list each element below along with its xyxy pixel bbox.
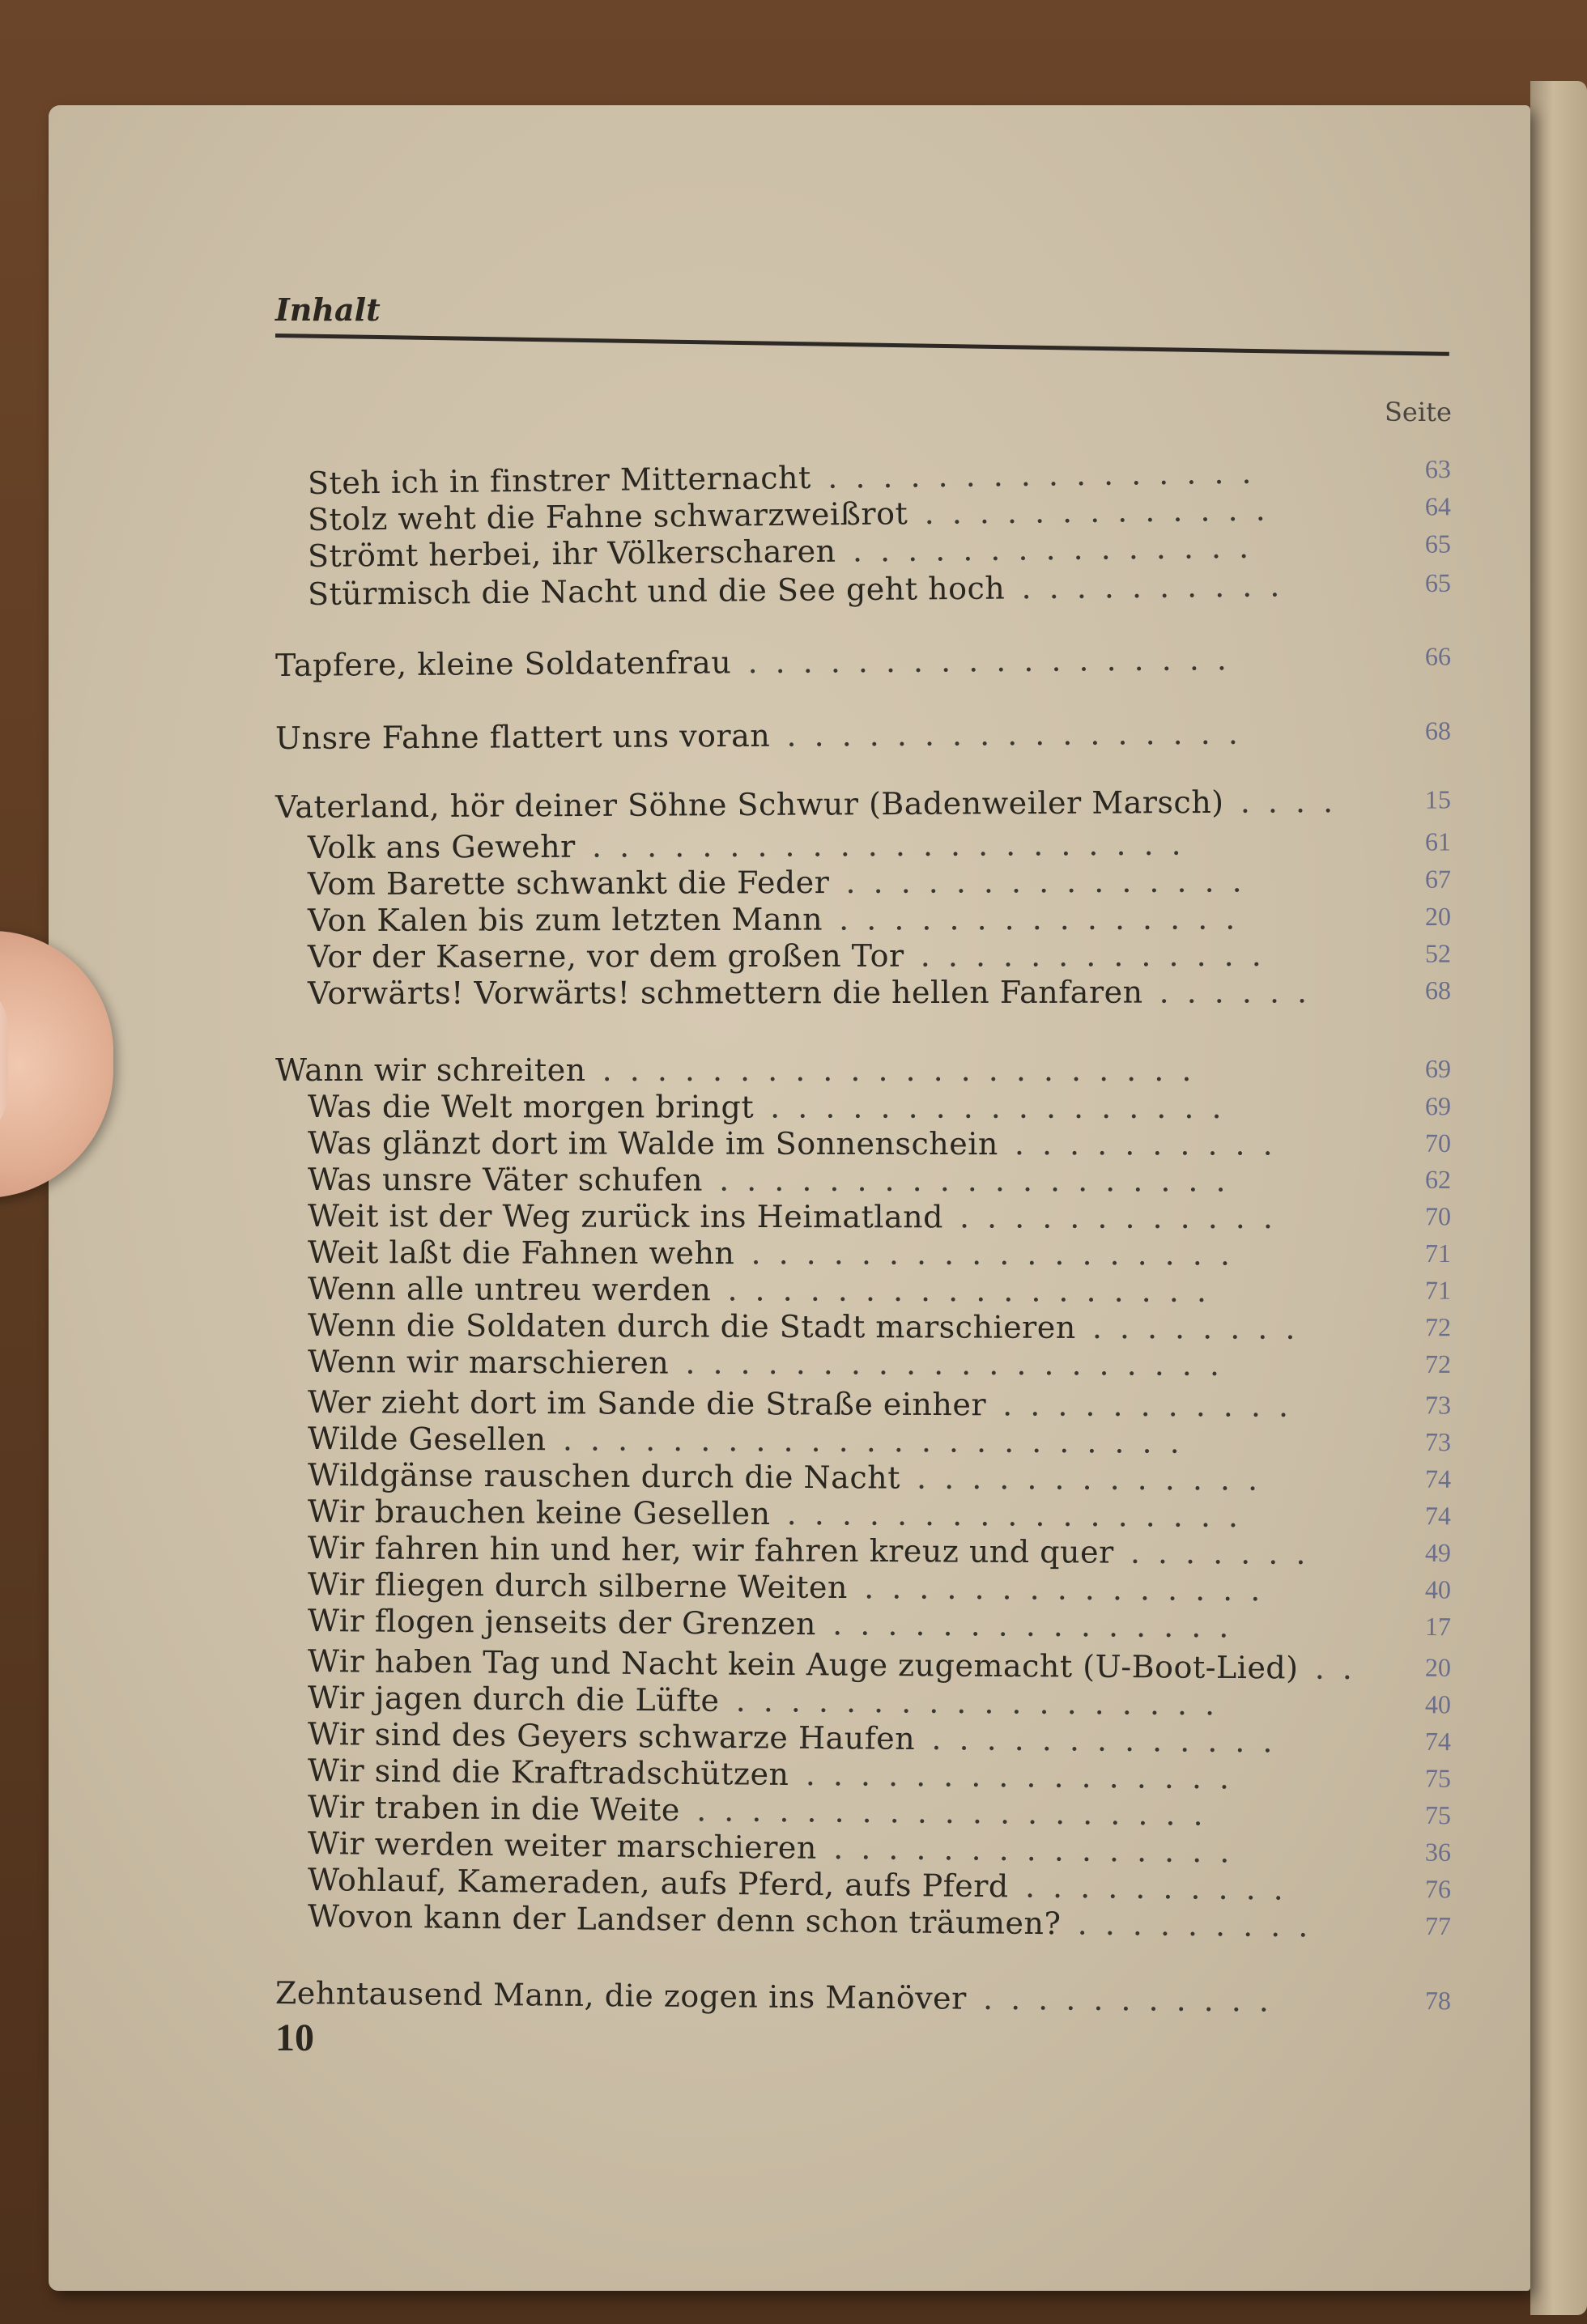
toc-entry-page: 72 xyxy=(1424,1312,1452,1342)
toc-entry xyxy=(0,639,1587,685)
dot-leader: ............... xyxy=(833,1829,1248,1870)
toc-entry-title: Wildgänse rauschen durch die Nacht xyxy=(307,1457,901,1496)
page-title: Inhalt xyxy=(275,291,381,328)
dot-leader: ............... xyxy=(864,1570,1279,1608)
toc-entry-title: Was unsre Väter schufen xyxy=(307,1162,704,1198)
toc-entry-title: Was die Welt morgen bringt xyxy=(307,1089,755,1125)
toc-entry-page: 64 xyxy=(1424,491,1452,521)
toc-entry-title: Wer zieht dort im Sande die Straße einher xyxy=(307,1384,987,1423)
toc-entry-title: Volk ans Gewehr xyxy=(307,828,576,865)
page-column-label: Seite xyxy=(1385,397,1452,427)
toc-entry-title: Vorwärts! Vorwärts! schmettern die hellen Fanfaren xyxy=(307,974,1143,1011)
toc-entry-page: 17 xyxy=(1424,1612,1452,1642)
toc-entry-title: Wir haben Tag und Nacht kein Auge zugemacht (U-Boot-Lied) xyxy=(307,1643,1299,1686)
toc-entry xyxy=(0,974,1587,1012)
toc-entry-title: Vaterland, hör deiner Söhne Schwur (Badenweiler Marsch) xyxy=(274,784,1224,825)
toc-entry xyxy=(0,1052,1587,1088)
toc-entry-page: 69 xyxy=(1425,1054,1451,1083)
toc-entry-page: 74 xyxy=(1424,1726,1452,1757)
toc-entry-title: Wir brauchen keine Gesellen xyxy=(307,1493,771,1532)
toc-entry xyxy=(0,1973,1587,2020)
dot-leader: ...................... xyxy=(602,1052,1210,1088)
toc-entry-title: Unsre Fahne flattert uns voran xyxy=(274,717,771,756)
toc-entry-title: Strömt herbei, ihr Völkerscharen xyxy=(307,533,836,574)
toc-entry-title: Weit ist der Weg zurück ins Heimatland xyxy=(307,1198,943,1235)
toc-entry-title: Wohlauf, Kameraden, aufs Pferd, aufs Pferd xyxy=(307,1862,1009,1905)
toc-entry-page: 77 xyxy=(1424,1910,1452,1941)
toc-entry-page: 66 xyxy=(1424,641,1452,671)
toc-entry-page: 75 xyxy=(1424,1763,1452,1793)
toc-entry-title: Wir flogen jenseits der Grenzen xyxy=(307,1603,817,1642)
dot-leader: ............. xyxy=(920,937,1279,974)
toc-entry-title: Wir fahren hin und her, wir fahren kreuz und quer xyxy=(307,1530,1114,1570)
dot-leader: .................. xyxy=(727,1272,1225,1309)
toc-entry xyxy=(0,1383,1587,1425)
toc-entry-title: Vor der Kaserne, vor dem großen Tor xyxy=(307,937,904,975)
dot-leader: ............... xyxy=(832,1606,1247,1645)
toc-entry-title: Tapfere, kleine Soldatenfrau xyxy=(274,644,732,683)
toc-entry-page: 61 xyxy=(1424,826,1452,856)
toc-entry-page: 74 xyxy=(1424,1464,1452,1493)
toc-entry-page: 68 xyxy=(1424,716,1452,746)
toc-entry-title: Stolz weht die Fahne schwarzweißrot xyxy=(307,495,908,537)
page-number: 10 xyxy=(275,2016,314,2059)
toc-entry-page: 72 xyxy=(1424,1349,1452,1379)
toc-entry-title: Wir fliegen durch silberne Weiten xyxy=(307,1566,849,1606)
toc-entry-page: 52 xyxy=(1424,938,1452,968)
toc-entry-page: 73 xyxy=(1424,1390,1452,1420)
dot-leader: ......... xyxy=(1077,1906,1326,1944)
toc-entry-page: 67 xyxy=(1424,864,1452,894)
dot-leader: ........... xyxy=(1002,1387,1307,1424)
dot-leader: ................... xyxy=(719,1162,1244,1199)
dot-leader: ................ xyxy=(827,454,1270,495)
toc-entry xyxy=(0,1125,1587,1163)
toc-entry-page: 70 xyxy=(1424,1201,1452,1231)
dot-leader: ................. xyxy=(786,715,1256,754)
toc-entry-page: 36 xyxy=(1424,1837,1452,1867)
dot-leader: .... xyxy=(1240,784,1351,820)
dot-leader: ............... xyxy=(839,900,1253,937)
toc-entry-title: Wir sind die Kraftradschützen xyxy=(307,1753,789,1792)
dot-leader: ............. xyxy=(931,1721,1291,1760)
dot-leader: ................. xyxy=(770,1089,1240,1126)
toc-entry xyxy=(0,937,1587,975)
toc-entry-title: Wilde Gesellen xyxy=(307,1421,547,1458)
dot-leader: .......... xyxy=(1024,1868,1302,1907)
dot-leader: .......... xyxy=(1021,567,1298,606)
toc-entry xyxy=(0,1419,1587,1462)
toc-entry-page: 70 xyxy=(1424,1128,1452,1158)
toc-entry xyxy=(0,1234,1587,1272)
toc-entry-page: 76 xyxy=(1424,1874,1452,1904)
toc-entry-title: Wovon kann der Landser denn schon träumen? xyxy=(307,1898,1062,1942)
toc-entry-title: Stürmisch die Nacht und die See geht hoch xyxy=(307,570,1006,612)
dot-leader: ................ xyxy=(805,1757,1248,1796)
toc-entry xyxy=(0,1270,1587,1310)
toc-entry xyxy=(0,783,1587,826)
toc-entry-page: 74 xyxy=(1424,1501,1452,1531)
toc-entry-page: 69 xyxy=(1424,1091,1452,1121)
toc-entry-title: Wenn die Soldaten durch die Stadt marschieren xyxy=(307,1307,1076,1345)
toc-entry-title: Was glänzt dort im Walde im Sonnenschein xyxy=(307,1125,998,1162)
toc-entry xyxy=(0,1089,1587,1126)
toc-entry-page: 40 xyxy=(1424,1574,1452,1604)
dot-leader: ............. xyxy=(924,491,1283,532)
toc-entry-page: 15 xyxy=(1424,784,1452,814)
dot-leader: ....................... xyxy=(562,1421,1198,1460)
toc-entry-title: Von Kalen bis zum letzten Mann xyxy=(307,901,823,938)
dot-leader: .................... xyxy=(685,1345,1238,1383)
toc-entry-title: Wir traben in die Weite xyxy=(307,1789,681,1829)
toc-entry-title: Steh ich in finstrer Mitternacht xyxy=(307,459,812,501)
dot-leader: .................. xyxy=(751,1235,1249,1272)
dot-leader: ............ xyxy=(959,1199,1291,1236)
toc-entry xyxy=(0,862,1587,903)
toc-entry-page: 40 xyxy=(1424,1689,1452,1719)
toc-entry-page: 71 xyxy=(1424,1275,1452,1305)
toc-entry xyxy=(0,1197,1587,1235)
toc-entry-page: 63 xyxy=(1424,453,1452,484)
dot-leader: .................. xyxy=(747,641,1245,681)
toc-entry-page: 75 xyxy=(1424,1800,1452,1830)
dot-leader: ....... xyxy=(1130,1534,1324,1572)
toc-entry xyxy=(0,900,1587,939)
toc-entry-title: Weit laßt die Fahnen wehn xyxy=(307,1234,735,1272)
toc-entry-page: 68 xyxy=(1424,975,1452,1005)
dot-leader: ................... xyxy=(696,1792,1221,1833)
toc-entry-page: 65 xyxy=(1424,567,1452,597)
toc-entry-page: 65 xyxy=(1424,529,1452,559)
dot-leader: ............... xyxy=(845,863,1260,900)
dot-leader: ........... xyxy=(982,1980,1287,2019)
toc-entry-page: 71 xyxy=(1424,1238,1452,1268)
toc-entry-title: Wann wir schreiten xyxy=(275,1052,586,1088)
dot-leader: ........ xyxy=(1091,1309,1313,1346)
toc-entry-page: 49 xyxy=(1424,1537,1452,1568)
toc-entry-page: 62 xyxy=(1424,1164,1452,1194)
toc-entry-page: 20 xyxy=(1424,901,1452,931)
toc-entry-title: Vom Barette schwankt die Feder xyxy=(307,865,830,902)
dot-leader: ................. xyxy=(786,1496,1257,1535)
toc-entry xyxy=(0,825,1587,867)
dot-leader: ............. xyxy=(916,1459,1276,1498)
toc-entry-title: Wir sind des Geyers schwarze Haufen xyxy=(307,1716,916,1757)
dot-leader: ...................... xyxy=(591,826,1199,865)
toc-entry-page: 78 xyxy=(1424,1986,1452,2016)
toc-entry xyxy=(0,1306,1587,1347)
toc-entry xyxy=(0,1343,1587,1384)
toc-entry xyxy=(0,714,1587,758)
thumbnail xyxy=(0,979,8,1141)
toc-entry-title: Wir werden weiter marschieren xyxy=(307,1825,818,1866)
toc-entry-page: 20 xyxy=(1424,1652,1452,1682)
toc-entry xyxy=(0,1162,1587,1200)
toc-entry-title: Wenn alle untreu werden xyxy=(307,1271,712,1308)
dot-leader: ............... xyxy=(852,529,1267,569)
toc-entry-title: Zehntausend Mann, die zogen ins Manöver xyxy=(274,1975,967,2016)
toc-entry-page: 73 xyxy=(1424,1427,1452,1457)
toc-entry-title: Wenn wir marschieren xyxy=(307,1344,670,1381)
dot-leader: ...... xyxy=(1159,974,1325,1010)
dot-leader: .......... xyxy=(1014,1126,1291,1162)
dot-leader: .................. xyxy=(735,1682,1233,1723)
dot-leader: .. xyxy=(1314,1650,1371,1687)
toc-entry-title: Wir jagen durch die Lüfte xyxy=(307,1680,720,1719)
